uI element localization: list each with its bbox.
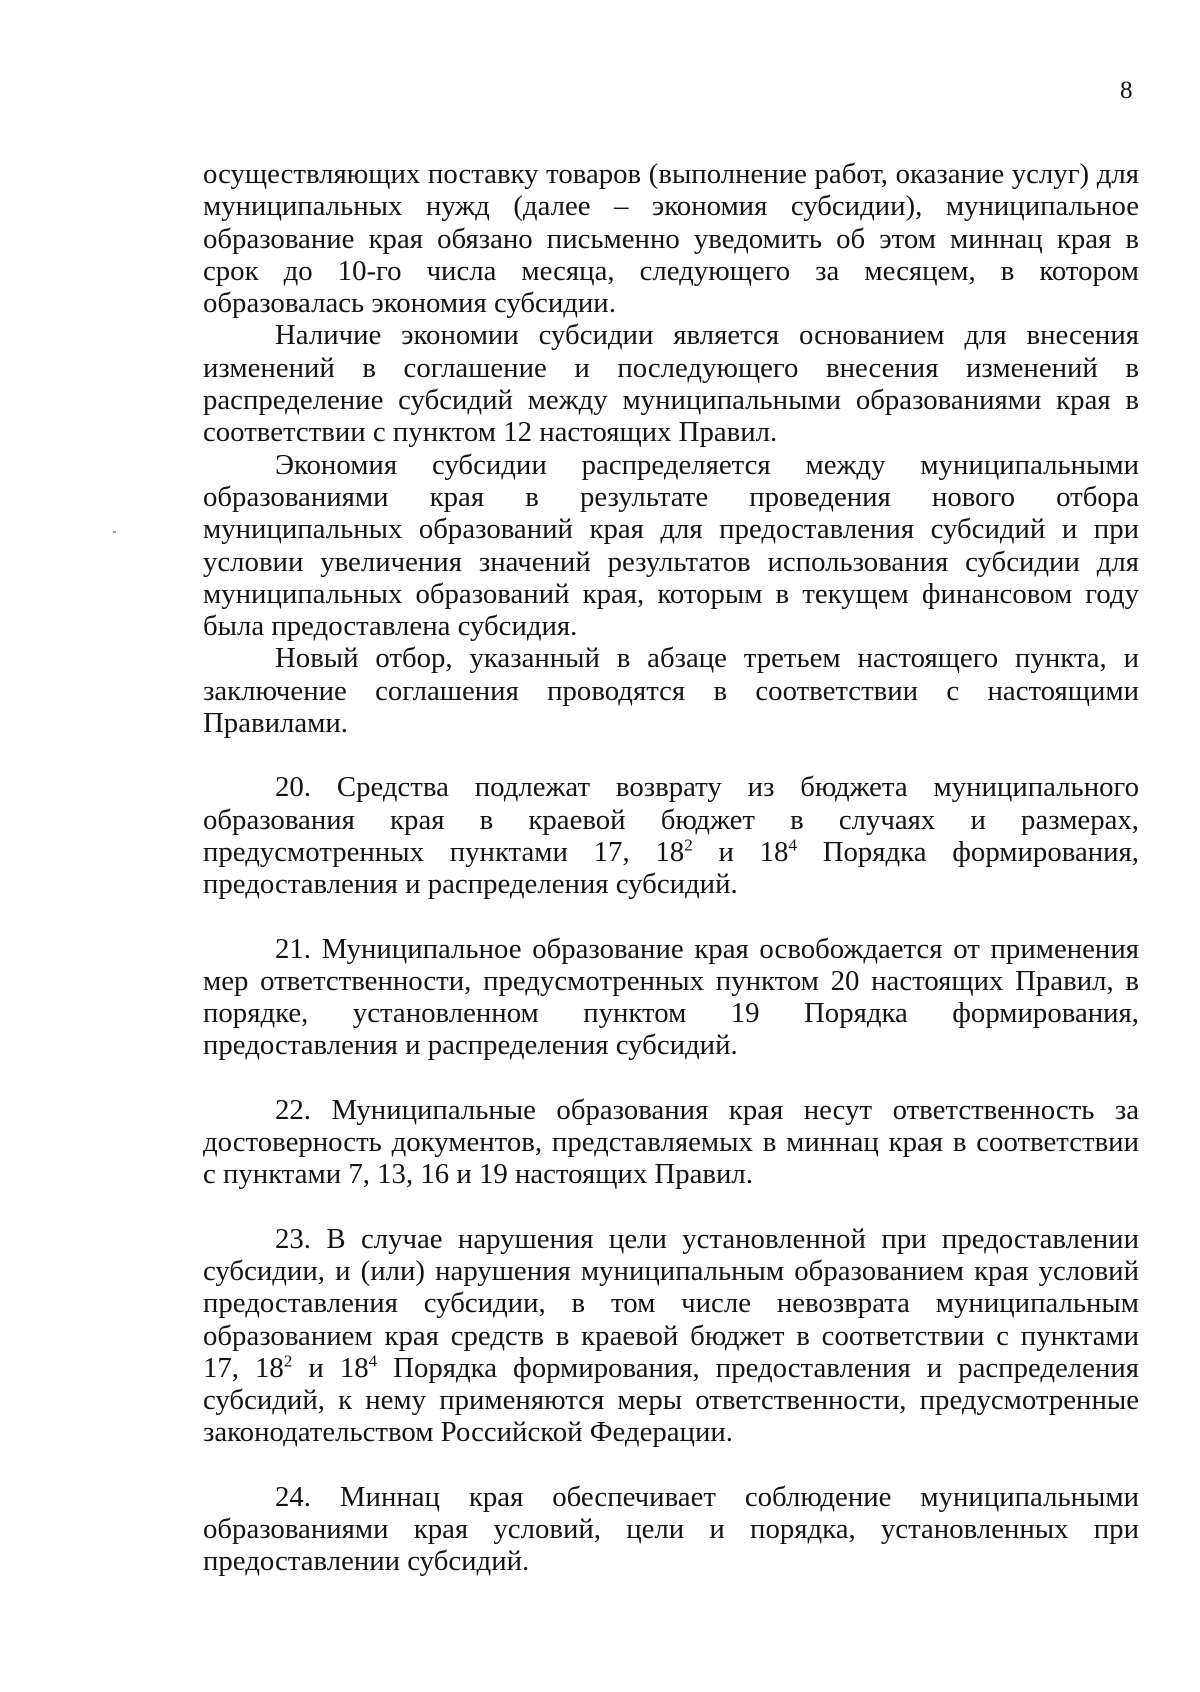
paragraph-savings-basis: Наличие экономии субсидии является основанием для внесения изменений в соглашение и последующего внесения изменений в распределение субсидий между муниципальными образованиями края в соответствии с пунктом 12 настоящих Правил.: [203, 319, 1139, 449]
clause-20-text-b: и 18: [692, 835, 789, 868]
clause-23-text-c: Порядка формирования, предоставления и распределения субсидий, к нему применяются меры ответственности, предусмотренные законодательством Российской Федерации.: [203, 1351, 1140, 1449]
document-body: [203, 158, 1139, 1578]
clause-24: 24. Миннац края обеспечивает соблюдение муниципальными образованиями края условий, цели и порядка, установленных при предоставлении субсидий.: [203, 1480, 1139, 1578]
clause-23-superscript-b: 4: [368, 1351, 378, 1371]
clause-23: [203, 1223, 1139, 1449]
clause-23-superscript-a: 2: [283, 1351, 293, 1371]
paragraph-savings-distribution: Экономия субсидии распределяется между муниципальными образованиями края в результате проведения нового отбора муниципальных образований края для предоставления субсидий и при условии увеличения значений результатов использования субсидии для муниципальных образований края, которым в текущем финансовом году была предоставлена субсидия.: [203, 448, 1139, 643]
clause-20: [203, 771, 1139, 900]
clause-23-text-a: 23. В случае нарушения цели установленной при предоставлении субсидии, и (или) нарушения муниципальным образованием края условий предоставления субсидии, в том числе невозврата муниципальным образованием края средств в краевой бюджет в соответствии с пунктами 17, 18: [203, 1222, 1139, 1384]
clause-20-text-a: 20. Средства подлежат возврату из бюджета муниципального образования края в краевой бюджет в случаях и размерах, предусмотренных пунктами 17, 18: [203, 771, 1139, 868]
paragraph-new-selection: Новый отбор, указанный в абзаце третьем настоящего пункта, и заключение соглашения проводятся в соответствии с настоящими Правилами.: [203, 642, 1139, 740]
scan-speck: [113, 531, 116, 533]
clause-23-text-b: и 18: [292, 1351, 369, 1384]
clause-22: 22. Муниципальные образования края несут ответственность за достоверность документов, представляемых в миннац края в соответствии с пунктами 7, 13, 16 и 19 настоящих Правил.: [203, 1093, 1139, 1191]
clause-21: 21. Муниципальное образование края освобождается от применения мер ответственности, предусмотренных пунктом 20 настоящих Правил, в порядке, установленном пунктом 19 Порядка формирования, предоставления и распределения субсидий.: [203, 932, 1139, 1062]
clause-20-text-c: Порядка формирования, предоставления и распределения субсидий.: [203, 835, 1139, 901]
page-number: 8: [1120, 77, 1133, 104]
clause-20-superscript-b: 4: [788, 835, 797, 855]
clause-20-superscript-a: 2: [684, 835, 693, 855]
paragraph-continuation: осуществляющих поставку товаров (выполнение работ, оказание услуг) для муниципальных нужд (далее – экономия субсидии), муниципальное образование края обязано письменно уведомить об этом миннац края в срок до 10-го числа месяца, следующего за месяцем, в котором образовалась экономия субсидии.: [203, 158, 1139, 320]
